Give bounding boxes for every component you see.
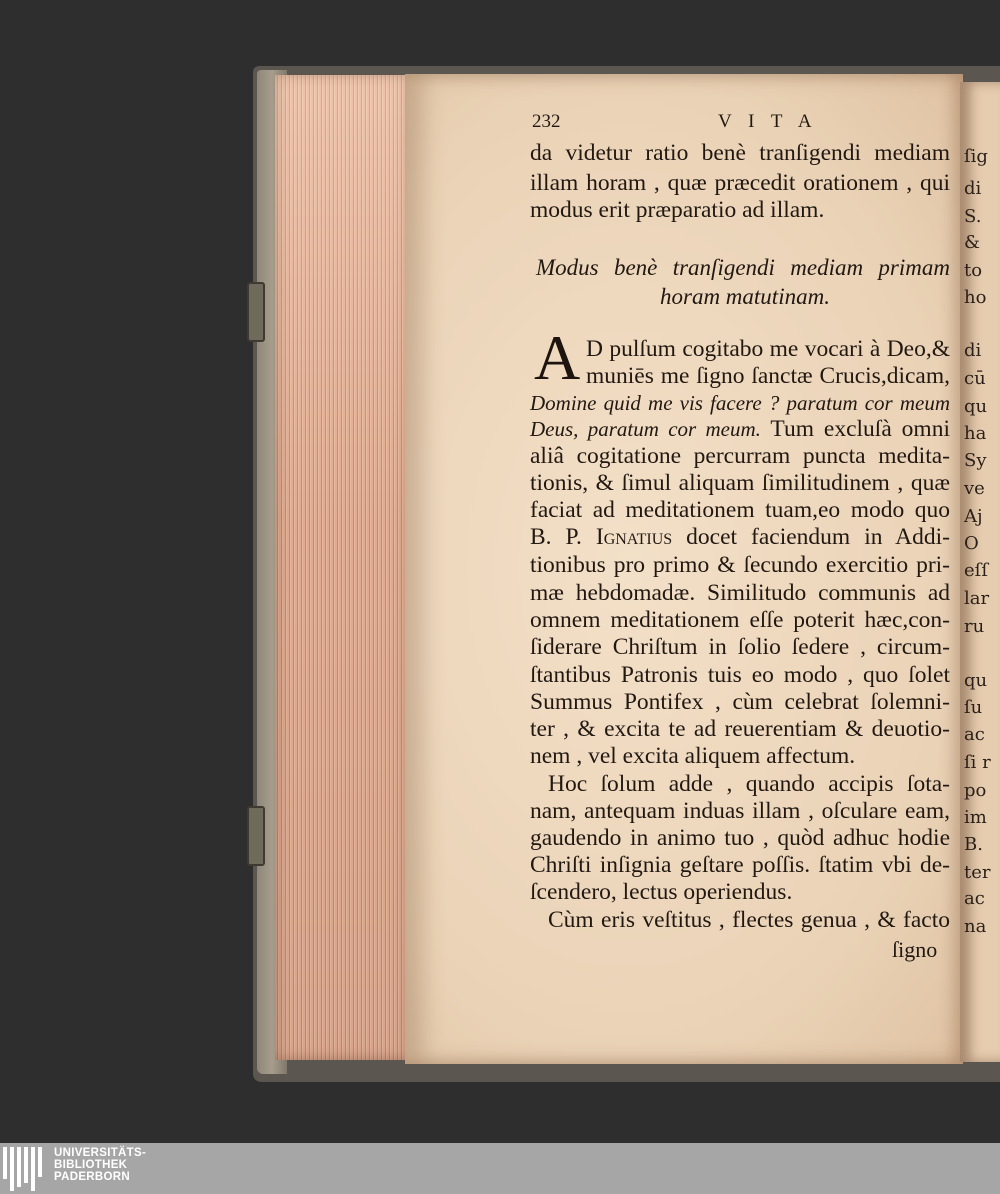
drop-cap: A: [534, 322, 581, 393]
text-line: Hoc ſolum adde , quando accipis ſota-: [548, 771, 950, 797]
text-italic: Deus, paratum cor meum.: [530, 417, 761, 441]
logo-line: UNIVERSITÄTS-: [54, 1147, 147, 1159]
text-smallcaps: Ignatius: [595, 524, 673, 550]
text-line: ſcendero, lectus operiendus.: [530, 879, 793, 905]
text-line: Chriſti inſignia geſtare poſſis. ſtatim vbi de-: [530, 852, 950, 878]
text-line: ſiderare Chriſtum in ſolio ſedere , circum-: [530, 634, 950, 660]
right-page-fragment: cū: [964, 368, 986, 389]
right-page-fragment: qu: [964, 670, 988, 691]
text-span: Tum excluſà omni: [760, 416, 950, 442]
right-page-fragment: po: [964, 780, 987, 801]
text-line: da videtur ratio benè tranſigendi mediam: [530, 140, 950, 166]
logo-line: BIBLIOTHEK: [54, 1159, 128, 1171]
text-line: D pulſum cogitabo me vocari à Deo,&: [586, 336, 950, 362]
text-line: Summus Pontifex , cùm celebrat ſolemni-: [530, 689, 950, 715]
text-line: tionis, & ſimul aliquam ſimilitudinem , quæ: [530, 470, 950, 496]
book-clasp-lower: [247, 806, 265, 866]
right-page-fragment: ac: [964, 724, 985, 745]
text-line: ſtantibus Patronis tuis eo modo , quo ſolet: [530, 662, 950, 688]
right-page-fragment: Aj: [964, 506, 983, 527]
right-page-fragment: to: [964, 260, 983, 281]
right-page-fragment: na: [964, 916, 987, 937]
logo-bar: [24, 1147, 28, 1183]
right-page-fragment: lar: [964, 588, 990, 609]
right-page-fragment: ſig: [964, 146, 988, 167]
logo-bar: [31, 1147, 35, 1191]
page-number: 232: [532, 111, 561, 132]
right-page-fragment: ter: [964, 862, 991, 883]
logo-bar: [38, 1147, 42, 1177]
text-span: docet faciendum in Addi-: [672, 524, 950, 550]
text-line: gaudendo in animo tuo , quòd adhuc hodie: [530, 825, 950, 851]
right-page-fragment: ſi r: [964, 752, 991, 773]
text-line: Cùm eris veſtitus , flectes genua , & facto: [548, 907, 950, 933]
right-page-fragment: di: [964, 178, 982, 199]
book-clasp-upper: [247, 282, 265, 342]
text-line-italic: Domine quid me vis facere ? paratum cor meum: [530, 391, 950, 415]
text-line: nem , vel excita aliquem affectum.: [530, 743, 856, 769]
text-line: [530, 524, 950, 550]
right-page-fragment: ac: [964, 888, 985, 909]
logo-bar: [17, 1147, 21, 1187]
text-line: [530, 416, 950, 442]
text-line: faciat ad meditationem tuam,eo modo quo: [530, 497, 950, 523]
text-line: omnem meditationem eſſe poterit hæc,con-: [530, 607, 950, 633]
right-page-fragment: di: [964, 340, 982, 361]
logo-bar: [3, 1147, 7, 1179]
right-page-fragment: ha: [964, 423, 987, 444]
text-line: modus erit præparatio ad illam.: [530, 197, 825, 223]
footer-bar: [0, 1143, 1000, 1194]
section-heading-line2: horam matutinam.: [660, 284, 830, 309]
right-page-edge: [960, 82, 1000, 1062]
logo-bar: [10, 1147, 14, 1191]
right-page-fragment: qu: [964, 396, 988, 417]
logo-line: PADERBORN: [54, 1171, 130, 1183]
text-line: nam, antequam induas illam , oſculare eam,: [530, 798, 950, 824]
section-heading: Modus benè tranſigendi mediam primam: [536, 255, 950, 280]
text-line: ter , & excita te ad reuerentiam & deuotio-: [530, 716, 950, 742]
right-page-fragment: Sy: [964, 450, 987, 471]
page-block-edge: [275, 75, 417, 1060]
right-page-fragment: ho: [964, 287, 987, 308]
right-page-fragment: B.: [964, 834, 983, 855]
text-line: mæ hebdomadæ. Similitudo communis ad: [530, 580, 950, 606]
right-page-fragment: ru: [964, 616, 985, 637]
right-page-fragment: S.: [964, 206, 982, 227]
library-logo-text: [54, 1147, 146, 1183]
text-line: muniēs me ſigno ſanctæ Crucis,dicam,: [586, 363, 950, 389]
catchword: ſigno: [892, 937, 938, 962]
right-page-fragment: O: [964, 533, 979, 554]
right-page-fragment: ſu: [964, 697, 983, 718]
right-page-fragment: &: [964, 232, 981, 253]
right-page-fragment: im: [964, 807, 987, 828]
running-title: V I T A: [718, 111, 818, 132]
library-logo-icon: [3, 1147, 47, 1191]
right-page-fragment: ve: [964, 478, 985, 499]
text-span: B. P.: [530, 524, 596, 550]
text-line: aliâ cogitatione percurram puncta medita-: [530, 443, 950, 469]
right-page-fragment: eſſ: [964, 560, 988, 581]
text-line: illam horam , quæ præcedit orationem , qui: [530, 170, 950, 196]
text-line: tionibus pro primo & ſecundo exercitio pri-: [530, 552, 950, 578]
